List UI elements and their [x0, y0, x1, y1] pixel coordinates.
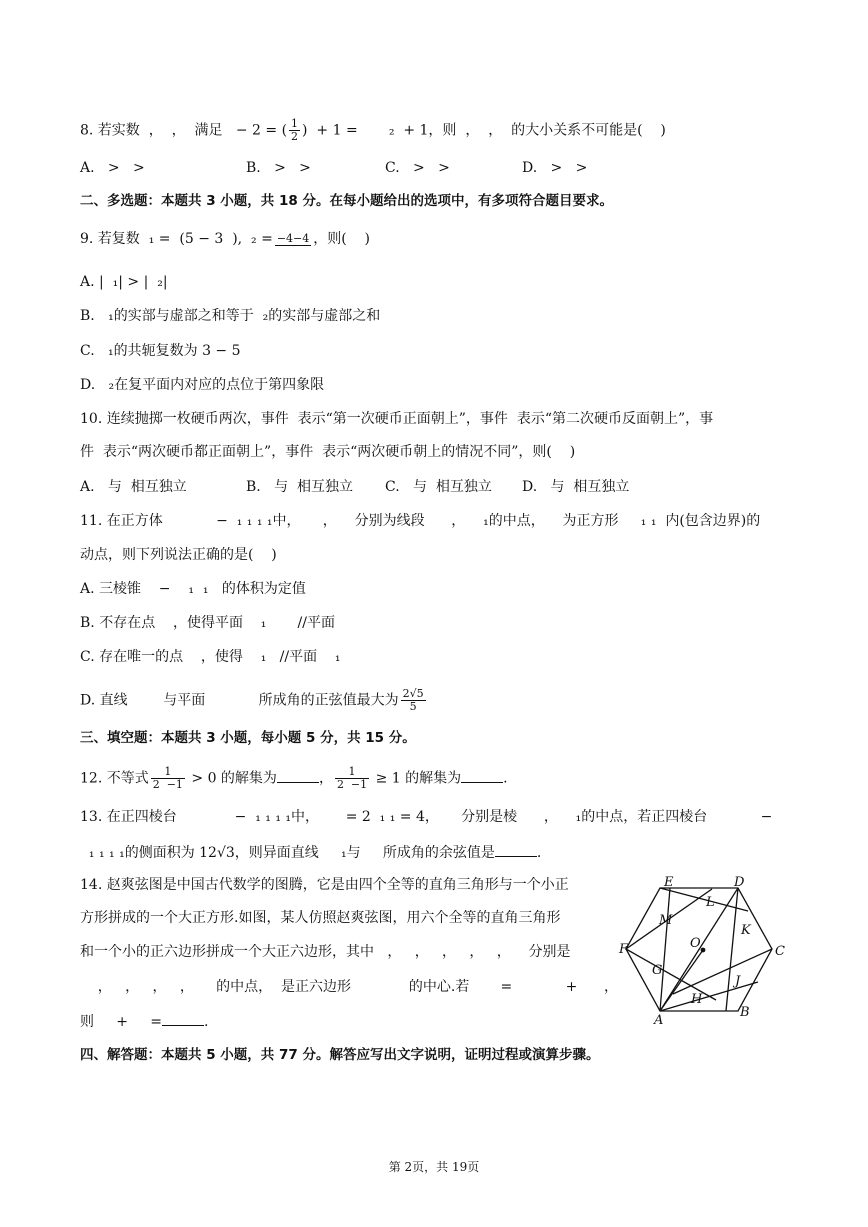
q12-text-e: . [503, 770, 508, 787]
label-k: K [741, 923, 751, 938]
q13-text-b: . [536, 845, 542, 861]
q11-option-d [80, 688, 428, 714]
q12-frac1-den: 2 −1 [152, 778, 183, 791]
section-heading-multiple-choice: 二、多选题：本题共 3 小题，共 18 分。在每小题给出的选项中，有多项符合题目要求。 [80, 193, 613, 209]
label-f: F [619, 942, 629, 957]
q8-option-c: C. > > [385, 160, 450, 176]
q11-option-a: A. 三棱锥 − ₁ ₁ 的体积为定值 [80, 581, 306, 597]
q12-frac2-num: 1 [335, 766, 369, 779]
q12-text-c: ， [318, 770, 333, 787]
section-heading-fill-in: 三、填空题：本题共 3 小题，每小题 5 分，共 15 分。 [80, 730, 416, 746]
q11-option-b: B. 不存在点 ，使得平面 ₁ //平面 [80, 615, 335, 631]
label-d: D [734, 875, 745, 890]
q10-stem-line1: 10. 连续抛掷一枚硬币两次，事件 表示“第一次硬币正面朝上”，事件 表示“第二次硬币反面朝上”，事 [80, 411, 714, 427]
q12-text-b: > 0 的解集为 [186, 770, 277, 787]
line-e-l [660, 888, 748, 911]
q12-stem [80, 766, 508, 792]
section-heading-solutions: 四、解答题：本题共 5 小题，共 77 分。解答应写出文字说明，证明过程或演算步骤。 [80, 1047, 600, 1063]
q8-frac-num: 1 [291, 117, 299, 130]
q13-stem-line1: 13. 在正四棱台 − ₁ ₁ ₁ ₁中， = 2 ₁ ₁ = 4， 分别是棱 ， ₁的中点，若正四棱台 − [80, 809, 773, 825]
q8-frac-den: 2 [291, 130, 299, 143]
q8-option-d: D. > > [522, 160, 588, 176]
q12-fraction-1 [151, 766, 185, 791]
q9-option-b: B. ₁的实部与虚部之和等于 ₂的实部与虚部之和 [80, 308, 381, 324]
q8-fraction [289, 118, 300, 143]
q9-text-a: 9. 若复数 ₁ = (5 − 3 ), ₂ = [80, 231, 273, 247]
center-point-o [701, 948, 706, 953]
label-o: O [690, 936, 701, 951]
q10-option-d: D. 与 相互独立 [522, 479, 630, 495]
label-b: B [740, 1005, 750, 1020]
q11-option-c: C. 存在唯一的点 ，使得 ₁ //平面 ₁ [80, 649, 341, 665]
page-footer: 第 2页，共 19页 [388, 1160, 480, 1174]
q12-frac2-den: 2 −1 [336, 778, 368, 791]
q11-option-d-text: D. 直线 与平面 所成角的正弦值最大为 [80, 692, 399, 709]
q9-option-c: C. ₁的共轭复数为 3 − 5 [80, 343, 241, 359]
q13-text-a: ₁ ₁ ₁ ₁的侧面积为 12√3，则异面直线 ₁与 所成角的余弦值是 [80, 845, 495, 861]
q14-text-b: . [203, 1014, 209, 1030]
q10-option-b: B. 与 相互独立 [246, 479, 353, 495]
q10-option-a: A. 与 相互独立 [80, 479, 187, 495]
q9-text-b: ，则( ) [313, 231, 370, 247]
q11-stem-line2: 动点，则下列说法正确的是( ) [80, 547, 277, 563]
q8-text-b: ) + 1 = ₂ + 1，则 ， ， 的大小关系不可能是( ) [302, 122, 666, 139]
q12-answer-blank-2[interactable] [461, 768, 503, 783]
q14-text-a: 则 + = [80, 1014, 162, 1030]
q14-stem-line1: 14. 赵爽弦图是中国古代数学的图腾，它是由四个全等的直角三角形与一个小正 [80, 877, 569, 893]
q8-text-a: 8. 若实数 ， ， 满足 − 2 = ( [80, 122, 288, 139]
q8-option-a: A. > > [80, 160, 145, 176]
label-h: H [691, 992, 703, 1007]
label-e: E [664, 875, 674, 890]
q12-text-d: ≥ 1 的解集为 [371, 770, 462, 787]
q11-stem-line1: 11. 在正方体 − ₁ ₁ ₁ ₁中， ， 分别为线段 ， ₁的中点， 为正方形 ₁ ₁ 内(包含边界)的 [80, 513, 761, 529]
label-j: J [735, 974, 741, 989]
q12-text-a: 12. 不等式 [80, 770, 149, 787]
q8-option-b: B. > > [246, 160, 311, 176]
q14-stem-line4: ， ， ， ， 的中点， 是正六边形 的中心.若 = + ， [80, 979, 619, 995]
label-c: C [775, 944, 785, 959]
label-m: M [659, 913, 673, 928]
label-a: A [654, 1013, 664, 1028]
q11-option-d-den: 5 [409, 700, 417, 713]
q9-fraction [275, 233, 311, 246]
q14-stem-line5 [80, 1011, 208, 1031]
q14-stem-line2: 方形拼成的一个大正方形.如图，某人仿照赵爽弦图，用六个全等的直角三角形 [80, 910, 561, 926]
q10-stem-line2: 件 表示“两次硬币都正面朝上”，事件 表示“两次硬币朝上的情况不同”，则( ) [80, 444, 576, 460]
q9-stem [80, 229, 370, 249]
q10-option-c: C. 与 相互独立 [385, 479, 492, 495]
q11-option-d-fraction [401, 688, 426, 713]
q8-stem [80, 117, 666, 143]
q9-frac-num: −4−4 [276, 231, 310, 245]
label-g: G [652, 963, 663, 978]
q9-option-a: A. | ₁| > | ₂| [80, 274, 168, 290]
q12-frac1-num: 1 [151, 766, 185, 779]
label-l: L [706, 895, 715, 910]
q12-fraction-2 [335, 766, 369, 791]
q14-answer-blank[interactable] [162, 1011, 204, 1026]
q14-stem-line3: 和一个小的正六边形拼成一个大正六边形，其中 ， ， ， ， ， 分别是 [80, 944, 571, 960]
q13-stem-line2 [80, 842, 541, 862]
q12-answer-blank-1[interactable] [277, 768, 319, 783]
hexagon-figure [616, 868, 796, 1028]
q13-answer-blank[interactable] [495, 842, 537, 857]
q9-option-d: D. ₂在复平面内对应的点位于第四象限 [80, 377, 325, 393]
line-a-e [660, 888, 670, 1011]
q11-option-d-num: 2√5 [402, 687, 424, 700]
